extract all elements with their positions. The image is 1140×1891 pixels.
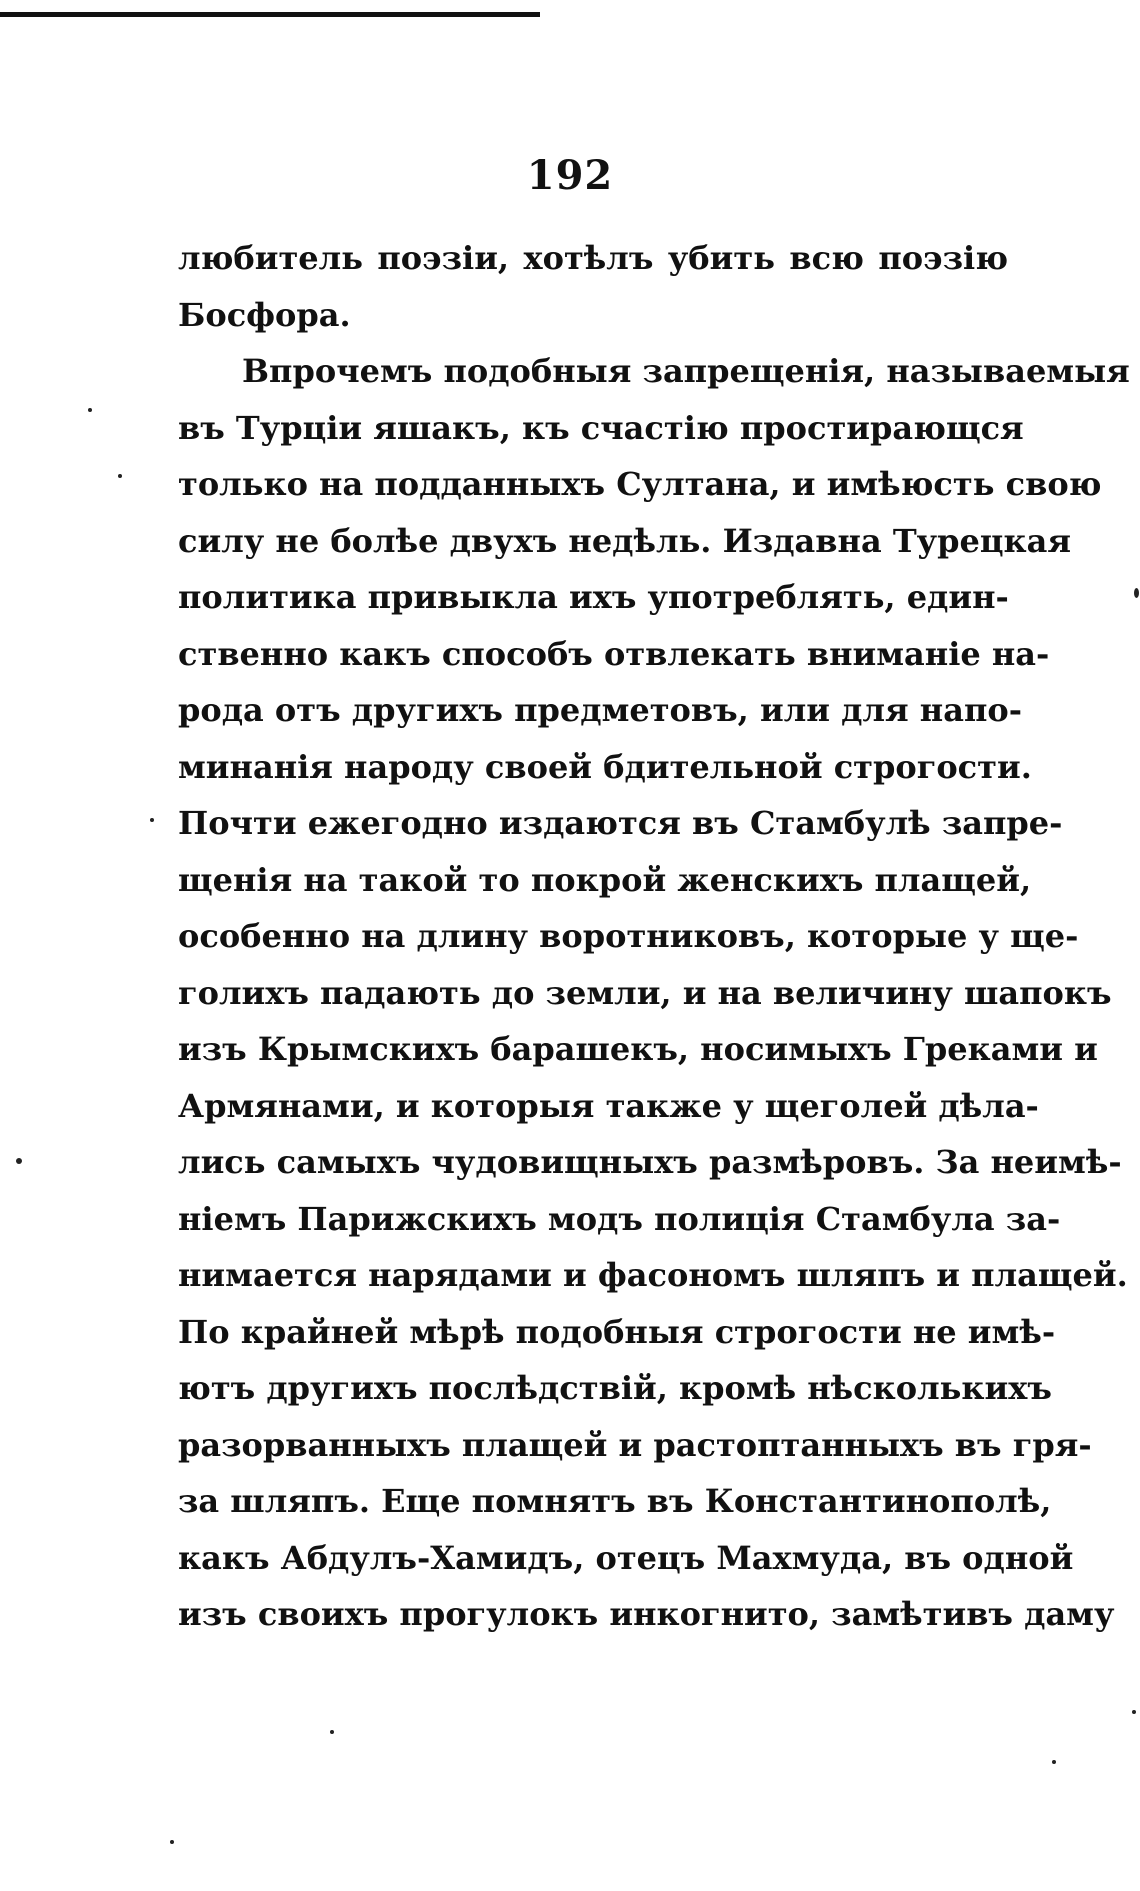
scan-speck bbox=[88, 408, 92, 412]
text-line: минанія народу своей бдительной строгости. bbox=[178, 747, 1032, 786]
scan-speck bbox=[170, 1840, 174, 1844]
text-line: изъ своихъ прогулокъ инкогнито, замѣтивъ даму bbox=[178, 1595, 1115, 1633]
scan-speck bbox=[1052, 1760, 1056, 1764]
body-text bbox=[178, 230, 1130, 1643]
scan-speck bbox=[1134, 588, 1139, 598]
text-line: ютъ другихъ послѣдствій, кромѣ нѣсколькихъ bbox=[178, 1369, 1052, 1407]
text-line: Почти ежегодно издаются въ Стамбулѣ запре- bbox=[178, 804, 1063, 842]
text-line: силу не болѣе двухъ недѣль. Издавна Турецкая bbox=[178, 521, 1071, 560]
text-line: какъ Абдулъ-Хамидъ, отецъ Махмуда, въ одной bbox=[178, 1538, 1074, 1577]
scan-speck bbox=[330, 1730, 334, 1734]
text-line: политика привыкла ихъ употреблять, един- bbox=[178, 578, 1009, 616]
text-line: Армянами, и которыя также у щеголей дѣла- bbox=[178, 1086, 1039, 1125]
text-line: Босфора. bbox=[178, 295, 351, 334]
text-line: рода отъ другихъ предметовъ, или для напо- bbox=[178, 691, 1022, 729]
scan-speck bbox=[118, 474, 122, 478]
text-line: особенно на длину воротниковъ, которые у ще- bbox=[178, 917, 1079, 955]
top-rule bbox=[0, 12, 540, 17]
text-line: Впрочемъ подобныя запрещенія, называемыя bbox=[242, 352, 1130, 390]
text-line: голихъ падають до земли, и на величину шапокъ bbox=[178, 973, 1112, 1012]
text-line: лись самыхъ чудовищныхъ размѣровъ. За неимѣ- bbox=[178, 1143, 1122, 1181]
text-line: разорванныхъ плащей и растоптанныхъ въ гря- bbox=[178, 1425, 1092, 1464]
text-line: ніемъ Парижскихъ модъ полиція Стамбула за- bbox=[178, 1199, 1061, 1238]
scan-speck bbox=[1132, 1710, 1136, 1714]
page-number: 192 bbox=[526, 152, 614, 199]
text-line: нимается нарядами и фасономъ шляпъ и плащей. bbox=[178, 1256, 1128, 1294]
scan-speck bbox=[150, 818, 154, 822]
text-line: любитель поэзіи, хотѣлъ убить всю поэзію bbox=[178, 239, 1008, 277]
text-line: за шляпъ. Еще помнятъ въ Константинополѣ, bbox=[178, 1482, 1052, 1520]
text-line: только на подданныхъ Султана, и имѣюсть свою bbox=[178, 465, 1102, 503]
scan-speck bbox=[16, 1158, 22, 1164]
text-line: изъ Крымскихъ барашекъ, носимыхъ Греками и bbox=[178, 1030, 1098, 1068]
text-line: въ Турціи яшакъ, къ счастію простирающся bbox=[178, 408, 1024, 447]
text-line: По крайней мѣрѣ подобныя строгости не имѣ- bbox=[178, 1312, 1056, 1351]
text-line: щенія на такой то покрой женскихъ плащей, bbox=[178, 860, 1032, 899]
text-line: ственно какъ способъ отвлекать вниманіе на- bbox=[178, 634, 1050, 673]
